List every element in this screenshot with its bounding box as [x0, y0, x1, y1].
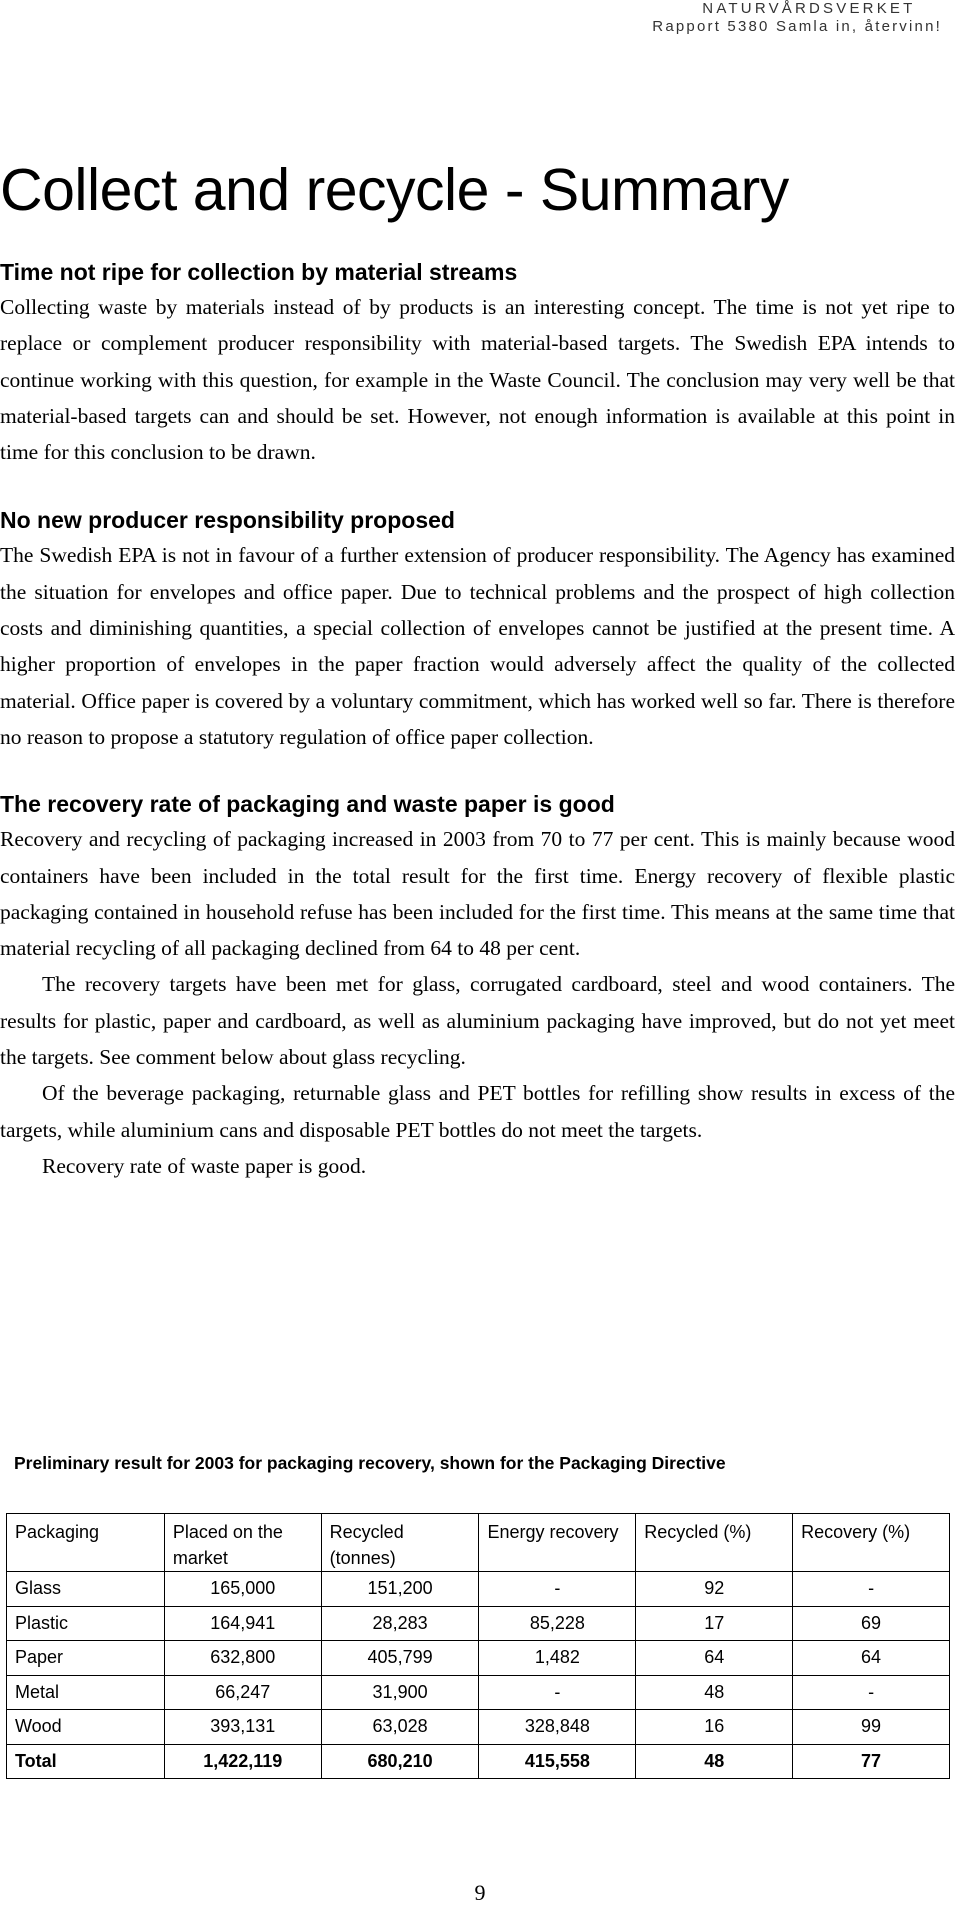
table-cell: 77 — [793, 1744, 950, 1779]
table-cell: 99 — [793, 1710, 950, 1745]
table-cell: 64 — [793, 1641, 950, 1676]
page-title: Collect and recycle - Summary — [0, 157, 789, 223]
table-cell: 680,210 — [321, 1744, 479, 1779]
table-cell: 1,422,119 — [164, 1744, 321, 1779]
column-header-packaging: Packaging — [7, 1514, 165, 1572]
section-heading: The recovery rate of packaging and waste paper is good — [0, 791, 615, 818]
table-cell: Metal — [7, 1675, 165, 1710]
column-header-recycled-tonnes: Recycled (tonnes) — [321, 1514, 479, 1572]
table-cell: - — [479, 1572, 636, 1607]
table-cell: - — [793, 1675, 950, 1710]
section-heading: No new producer responsibility proposed — [0, 507, 455, 534]
column-header-placed-on-market: Placed on the market — [164, 1514, 321, 1572]
table-cell: 415,558 — [479, 1744, 636, 1779]
column-header-energy-recovery: Energy recovery — [479, 1514, 636, 1572]
table-cell: 16 — [636, 1710, 793, 1745]
section-collection — [0, 255, 955, 470]
running-header — [652, 0, 942, 36]
table-caption: Preliminary result for 2003 for packaging recovery, shown for the Packaging Directive — [14, 1453, 726, 1473]
table-cell: 48 — [636, 1744, 793, 1779]
table-header-row — [7, 1514, 950, 1572]
section-heading: Time not ripe for collection by material streams — [0, 259, 518, 285]
header-report: Rapport 5380 Samla in, återvinn! — [652, 18, 942, 35]
paragraph: The recovery targets have been met for glass, corrugated cardboard, steel and wood containers. The results for plastic, paper and cardboard, as well as aluminium packaging have improved, but do not yet meet the targets. See comment below about glass recycling. — [0, 972, 955, 1070]
table-cell: 92 — [636, 1572, 793, 1607]
table-cell: 165,000 — [164, 1572, 321, 1607]
table-cell: - — [793, 1572, 950, 1607]
section-producer-responsibility — [0, 503, 955, 755]
table-cell: 63,028 — [321, 1710, 479, 1745]
table-row — [7, 1710, 950, 1745]
table-cell: 405,799 — [321, 1641, 479, 1676]
column-header-recycled-percent: Recycled (%) — [636, 1514, 793, 1572]
paragraph: Of the beverage packaging, returnable glass and PET bottles for refilling show results in excess of the targets, while aluminium cans and disposable PET bottles do not meet the targets. — [0, 1081, 955, 1142]
paragraph: Recovery rate of waste paper is good. — [42, 1153, 367, 1178]
summary-content — [0, 255, 955, 1184]
paragraph: The Swedish EPA is not in favour of a further extension of producer responsibility. The Agency has examined the situation for envelopes and office paper. Due to technical problems and the prospect of high collection costs and diminishing quantities, a special collection of envelopes cannot be justified at the present time. A higher proportion of envelopes in the paper fraction would adversely affect the quality of the collected material. Office paper is covered by a voluntary commitment, which has worked well so far. There is therefore no reason to propose a statutory regulation of office paper collection. — [0, 543, 955, 749]
section-recovery-rate — [0, 787, 955, 1184]
table-cell: Plastic — [7, 1606, 165, 1641]
table-cell: Total — [7, 1744, 165, 1779]
table-cell: 64 — [636, 1641, 793, 1676]
paragraph: Collecting waste by materials instead of by products is an interesting concept. The time is not yet ripe to replace or complement producer responsibility with material-based targets. The Swedish EPA intends to continue working with this question, for example in the Waste Council. The conclusion may very well be that material-based targets can and should be set. However, not enough information is available at this point in time for this conclusion to be drawn. — [0, 295, 955, 465]
table-cell: 632,800 — [164, 1641, 321, 1676]
table-cell: 85,228 — [479, 1606, 636, 1641]
table-cell: 393,131 — [164, 1710, 321, 1745]
header-org: NATURVÅRDSVERKET — [702, 0, 916, 17]
packaging-recovery-table — [6, 1513, 950, 1779]
table-cell: 1,482 — [479, 1641, 636, 1676]
table-cell: 69 — [793, 1606, 950, 1641]
table-cell: 17 — [636, 1606, 793, 1641]
table-cell: Paper — [7, 1641, 165, 1676]
table-cell: - — [479, 1675, 636, 1710]
table-row — [7, 1675, 950, 1710]
table-cell: 48 — [636, 1675, 793, 1710]
table-cell: Glass — [7, 1572, 165, 1607]
table-total-row — [7, 1744, 950, 1779]
table-cell: 66,247 — [164, 1675, 321, 1710]
table-row — [7, 1572, 950, 1607]
column-header-recovery-percent: Recovery (%) — [793, 1514, 950, 1572]
table-cell: 164,941 — [164, 1606, 321, 1641]
table-row — [7, 1641, 950, 1676]
paragraph: Recovery and recycling of packaging increased in 2003 from 70 to 77 per cent. This is mainly because wood containers have been included in the total result for the first time. Energy recovery of flexible plastic packaging contained in household refuse has been included for the first time. This means at the same time that material recycling of all packaging declined from 64 to 48 per cent. — [0, 827, 955, 961]
table-cell: Wood — [7, 1710, 165, 1745]
table-cell: 31,900 — [321, 1675, 479, 1710]
table-cell: 151,200 — [321, 1572, 479, 1607]
page-number: 9 — [474, 1880, 486, 1905]
table-cell: 28,283 — [321, 1606, 479, 1641]
table-row — [7, 1606, 950, 1641]
table-cell: 328,848 — [479, 1710, 636, 1745]
